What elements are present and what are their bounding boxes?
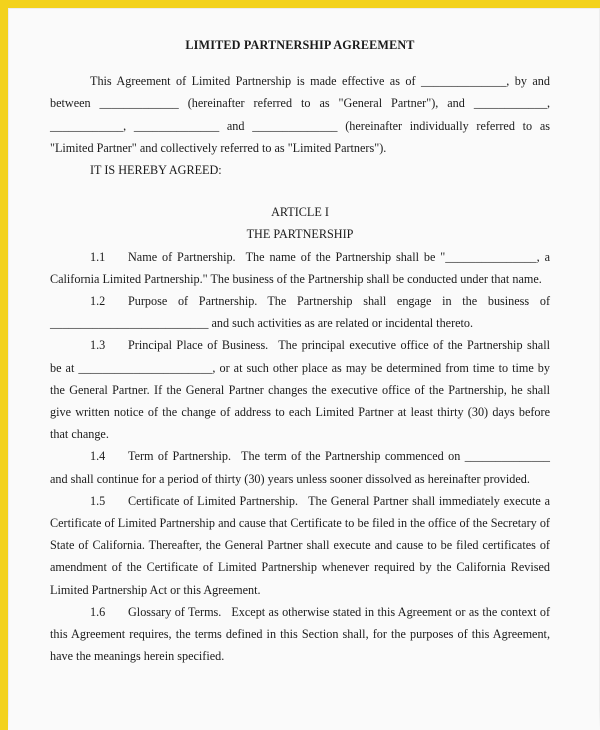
section-heading: Name of Partnership. [128, 249, 236, 264]
section-1-6 [50, 601, 550, 668]
section-number: 1.3 [90, 338, 106, 353]
section-1-5 [50, 490, 550, 601]
document-title: LIMITED PARTNERSHIP AGREEMENT [185, 38, 415, 52]
section-heading: Principal Place of Business. [128, 338, 269, 353]
section-text: The term of the Partnership commenced on ______________ and shall continue for a period of thirty (30) years unless sooner dissolved as hereinafter provided. [50, 449, 551, 486]
section-number: 1.5 [90, 493, 106, 508]
section-number: 1.2 [90, 294, 106, 309]
article-title: THE PARTNERSHIP [246, 227, 354, 242]
section-text: The principal executive office of the Partnership shall be at ______________________, or at such other place as may be determined from time to time by the General Partner. If the General Partner changes the executive office of the Partnership, he shall give written notice of the change of address to each Limited Partner at least thirty (30) days before that change. [50, 338, 550, 442]
document-page [8, 8, 600, 730]
section-1-3 [50, 334, 550, 445]
section-number: 1.6 [90, 604, 106, 619]
agreement-clause: IT IS HEREBY AGREED: [90, 163, 222, 178]
section-text: The General Partner shall immediately execute a Certificate of Limited Partnership and cause that Certificate to be filed in the office of the Secretary of State of California. Thereafter, the General Partner shall execute and cause to be filed certificates of amendment of the Certificate of Limited Partnership whenever required by the California Revised Limited Partnership Act or this Agreement. [50, 493, 550, 597]
section-1-1 [50, 246, 550, 290]
section-number: 1.4 [90, 449, 106, 464]
section-heading: Glossary of Terms. [128, 604, 222, 619]
section-text: Except as otherwise stated in this Agreement or as the context of this Agreement requires, the terms defined in this Section shall, for the purposes of this Agreement, have the meanings herein specified. [50, 604, 551, 664]
section-1-2 [50, 290, 550, 334]
article-number: ARTICLE I [271, 205, 329, 220]
page-bottom-fade [8, 710, 600, 730]
section-number: 1.1 [90, 249, 106, 264]
document-body [50, 34, 550, 667]
intro-paragraph: This Agreement of Limited Partnership is made effective as of ______________, by and between _____________ (hereinafter referred to as "General Partner"), and ____________, ____________, ______________ and ______________ (hereinafter individually referred to as "Limited Partner" and collectively referred to as "Limited Partners"). [50, 74, 550, 155]
section-heading: Purpose of Partnership. [128, 294, 258, 309]
section-heading: Term of Partnership. [128, 449, 232, 464]
section-text: The Partnership shall engage in the business of __________________________ and such activities as are related or incidental thereto. [50, 294, 550, 331]
section-1-4 [50, 445, 550, 489]
section-heading: Certificate of Limited Partnership. [128, 493, 299, 508]
section-text: The name of the Partnership shall be "_______________, a California Limited Partnership." The business of the Partnership shall be conducted under that name. [50, 249, 550, 286]
